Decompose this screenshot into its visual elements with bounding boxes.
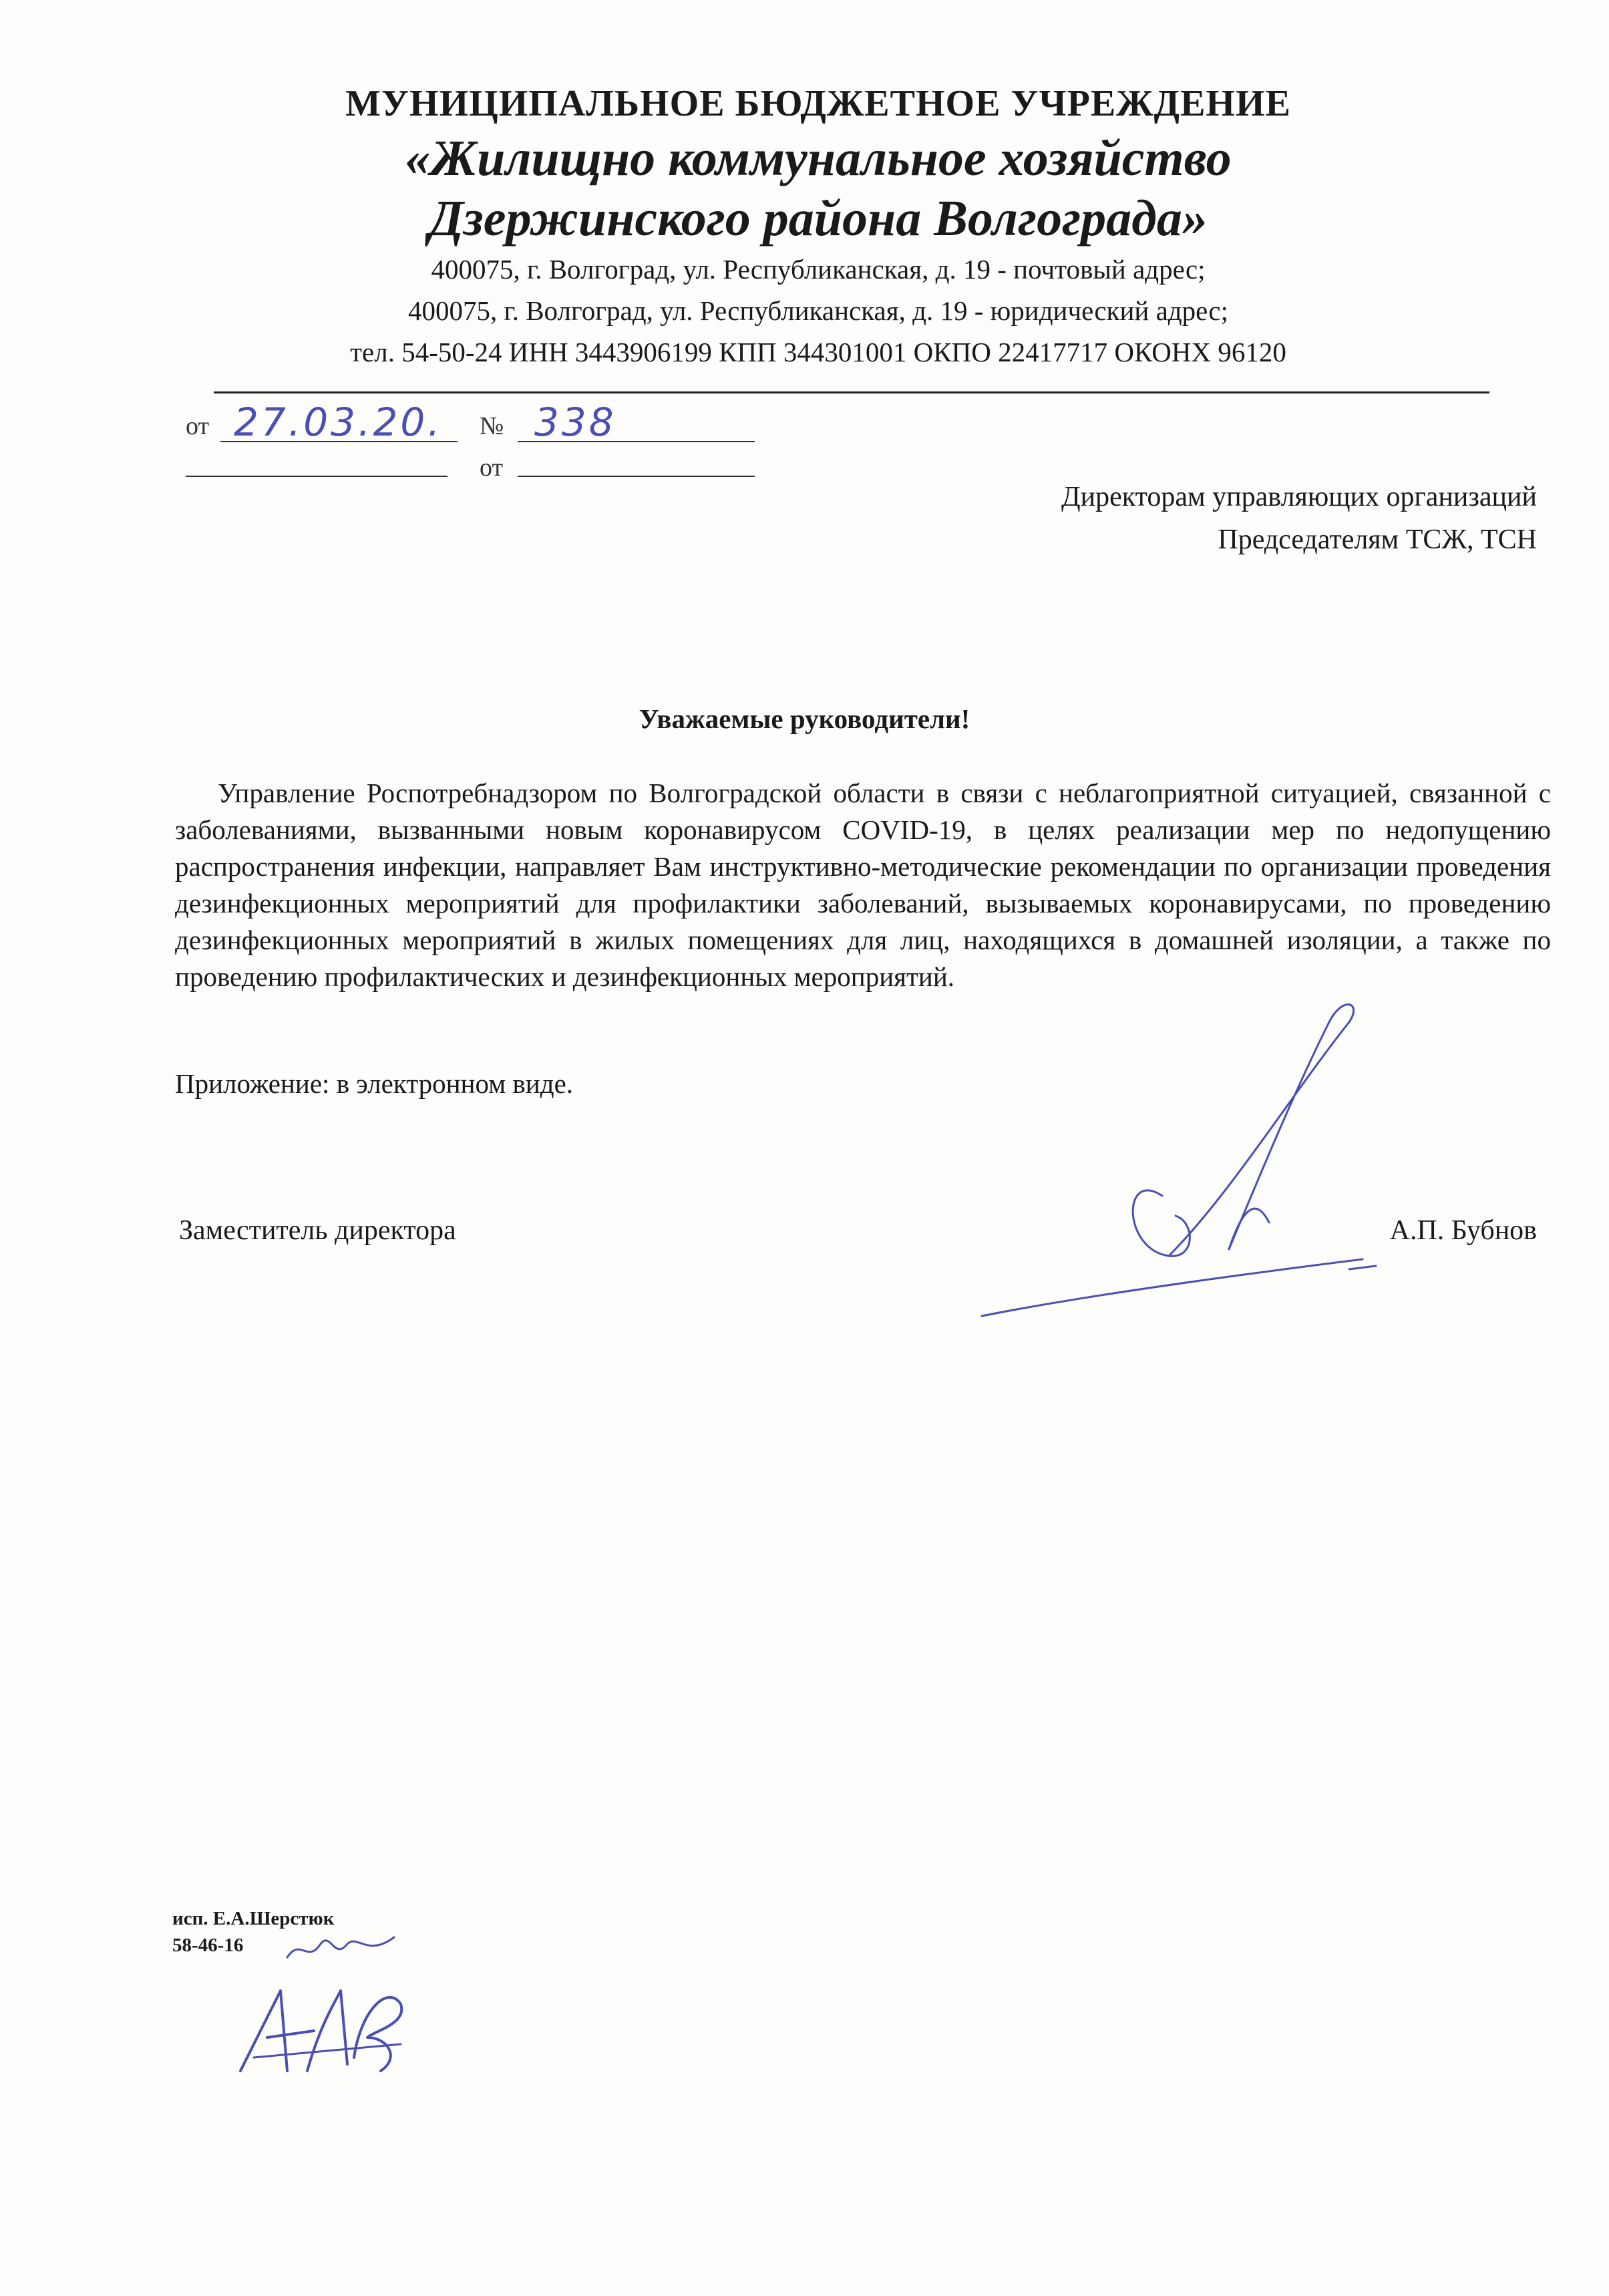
greeting: Уважаемые руководители! xyxy=(639,703,970,734)
addressee-directors: Директорам управляющих организаций xyxy=(1061,482,1537,512)
letter-body: Управление Роспотребнадзором по Волгоградской области в связи с неблагоприятной ситуацией, связанной с заболеваниями, вызванными новым коронавирусом COVID-19, в целях реализации мер по недопущению распространения инфекции, направляет Вам инструктивно-методические рекомендации по организации проведения дезинфекционных мероприятий для профилактики заболеваний, вызываемых коронавирусами, по проведению дезинфекционных мероприятий в жилых помещениях для лиц, находящихся в домашней изоляции, а также по проведению профилактических и дезинфекционных мероприятий. xyxy=(175,778,1551,992)
signatory-name: А.П. Бубнов xyxy=(1389,1215,1537,1246)
from-label: от xyxy=(186,412,210,440)
handwritten-date: 27.03.20. xyxy=(234,399,443,445)
legal-address: 400075, г. Волгоград, ул. Республиканская, д. 19 - юридический адрес; xyxy=(408,295,1228,326)
handwritten-visa xyxy=(227,1964,421,2091)
addressee-chairs: Председателям ТСЖ, ТСН xyxy=(1218,524,1537,555)
ref-from-label: от xyxy=(480,454,504,482)
letterhead xyxy=(167,79,1469,373)
addressee-block xyxy=(1061,476,1537,561)
executor-name: исп. Е.А.Шерстюк xyxy=(172,1908,335,1929)
org-name-line1: «Жилищно коммунальное хозяйство xyxy=(405,130,1232,186)
handwritten-number: 338 xyxy=(534,399,616,445)
attachment-note: Приложение: в электронном виде. xyxy=(175,1068,574,1099)
postal-address: 400075, г. Волгоград, ул. Республиканская, д. 19 - почтовый адрес; xyxy=(431,254,1206,285)
signatory-role: Заместитель директора xyxy=(179,1215,456,1246)
number-label: № xyxy=(480,412,504,440)
requisites: тел. 54-50-24 ИНН 3443906199 КПП 344301001 ОКПО 22417717 ОКОНХ 96120 xyxy=(350,337,1286,367)
handwritten-signature xyxy=(882,995,1416,1343)
ref-number-line xyxy=(186,476,448,477)
executor-phone: 58-46-16 xyxy=(172,1935,244,1956)
org-type: МУНИЦИПАЛЬНОЕ БЮДЖЕТНОЕ УЧРЕЖДЕНИЕ xyxy=(345,83,1291,124)
ref-date-line xyxy=(518,476,755,477)
header-divider xyxy=(214,391,1489,393)
org-name-line2: Дзержинского района Волгограда» xyxy=(429,190,1208,247)
